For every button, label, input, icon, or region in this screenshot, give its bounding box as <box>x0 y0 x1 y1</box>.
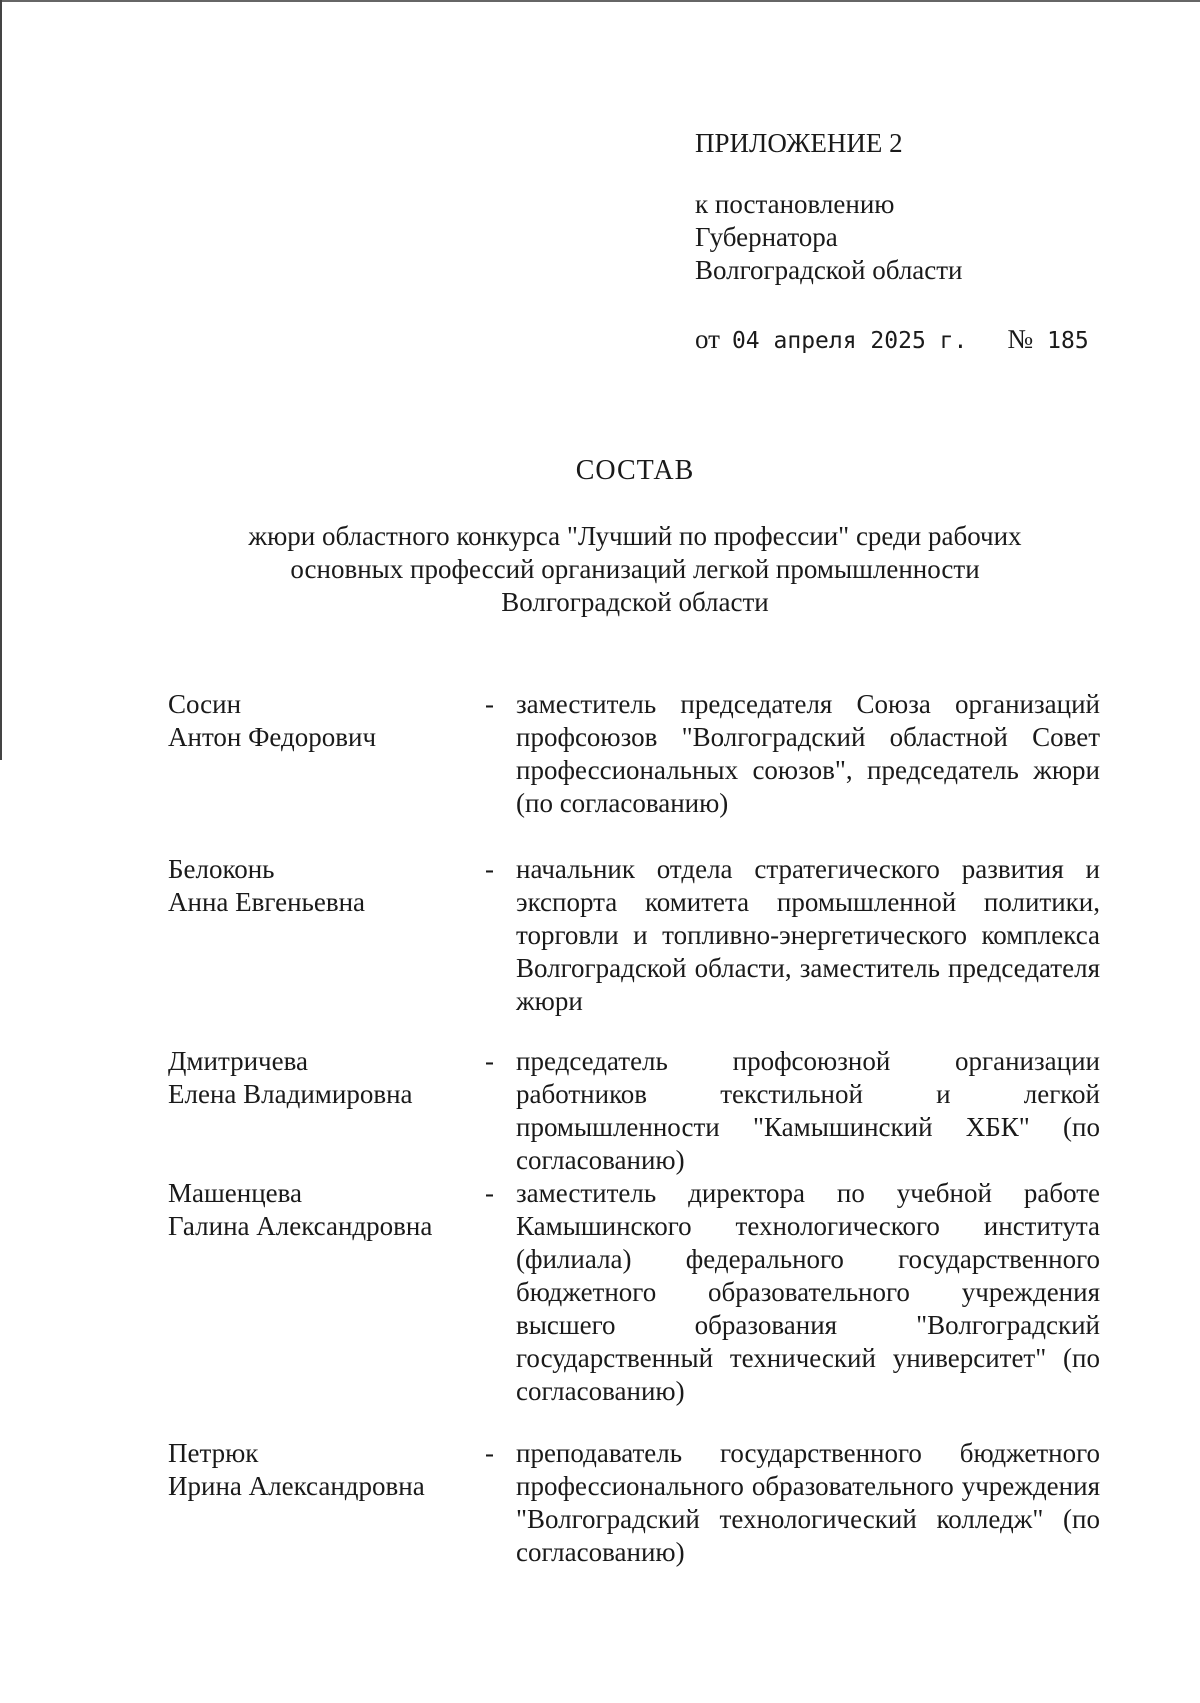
member-name <box>168 688 468 754</box>
member-dash: - <box>485 689 494 719</box>
appendix-line: Губернатора <box>695 222 838 252</box>
appendix-line: Волгоградской области <box>695 255 963 285</box>
member-dash: - <box>485 854 494 884</box>
member-role: заместитель директора по учебной работе Камышинского технологического института (филиала) федерального государственного бюджетного образовательного учреждения высшего образования "Волгоградский государственный технический университет" (по согласованию) <box>516 1178 1100 1406</box>
member-given-name: Елена Владимировна <box>168 1079 413 1109</box>
resolution-date: 04 апреля 2025 г. <box>731 328 968 354</box>
member-name <box>168 1177 468 1243</box>
subtitle-line: жюри областного конкурса "Лучший по профессии" среди рабочих <box>248 521 1022 551</box>
resolution-number: 185 <box>1047 328 1089 354</box>
member-role: преподаватель государственного бюджетного профессионального образовательного учреждения "Волгоградский технологический колледж" (по согласованию) <box>516 1438 1100 1567</box>
appendix-label: ПРИЛОЖЕНИЕ 2 <box>695 128 903 158</box>
member-name <box>168 1045 468 1111</box>
member-surname: Белоконь <box>168 854 275 884</box>
member-role: заместитель председателя Союза организаций профсоюзов "Волгоградский областной Совет профессиональных союзов", председатель жюри (по согласованию) <box>516 689 1100 818</box>
number-sign: № <box>1007 324 1034 354</box>
member-given-name: Галина Александровна <box>168 1211 433 1241</box>
scan-edge-left <box>0 0 2 760</box>
document-subtitle <box>170 520 1100 619</box>
from-label: от <box>695 324 720 354</box>
appendix-block <box>695 126 963 287</box>
member-surname: Сосин <box>168 689 242 719</box>
member-dash: - <box>485 1046 494 1076</box>
member-given-name: Ирина Александровна <box>168 1471 425 1501</box>
member-given-name: Анна Евгеньевна <box>168 887 366 917</box>
member-given-name: Антон Федорович <box>168 722 377 752</box>
member-role: председатель профсоюзной организации работников текстильной и легкой промышленности "Камышинский ХБК" (по согласованию) <box>516 1046 1100 1175</box>
document-title: СОСТАВ <box>575 455 695 486</box>
member-name <box>168 1437 468 1503</box>
member-dash: - <box>485 1178 494 1208</box>
member-role: начальник отдела стратегического развития и экспорта комитета промышленной политики, торговли и топливно-энергетического комплекса Волгоградской области, заместитель председателя жюри <box>516 854 1100 1016</box>
member-name <box>168 853 468 919</box>
member-surname: Дмитричева <box>168 1046 308 1076</box>
resolution-date-line <box>695 322 1089 358</box>
appendix-line: к постановлению <box>695 189 895 219</box>
subtitle-line: основных профессий организаций легкой промышленности <box>290 554 980 584</box>
member-surname: Петрюк <box>168 1438 259 1468</box>
scan-edge-top <box>0 0 1200 2</box>
member-dash: - <box>485 1438 494 1468</box>
subtitle-line: Волгоградской области <box>501 587 769 617</box>
member-surname: Машенцева <box>168 1178 303 1208</box>
